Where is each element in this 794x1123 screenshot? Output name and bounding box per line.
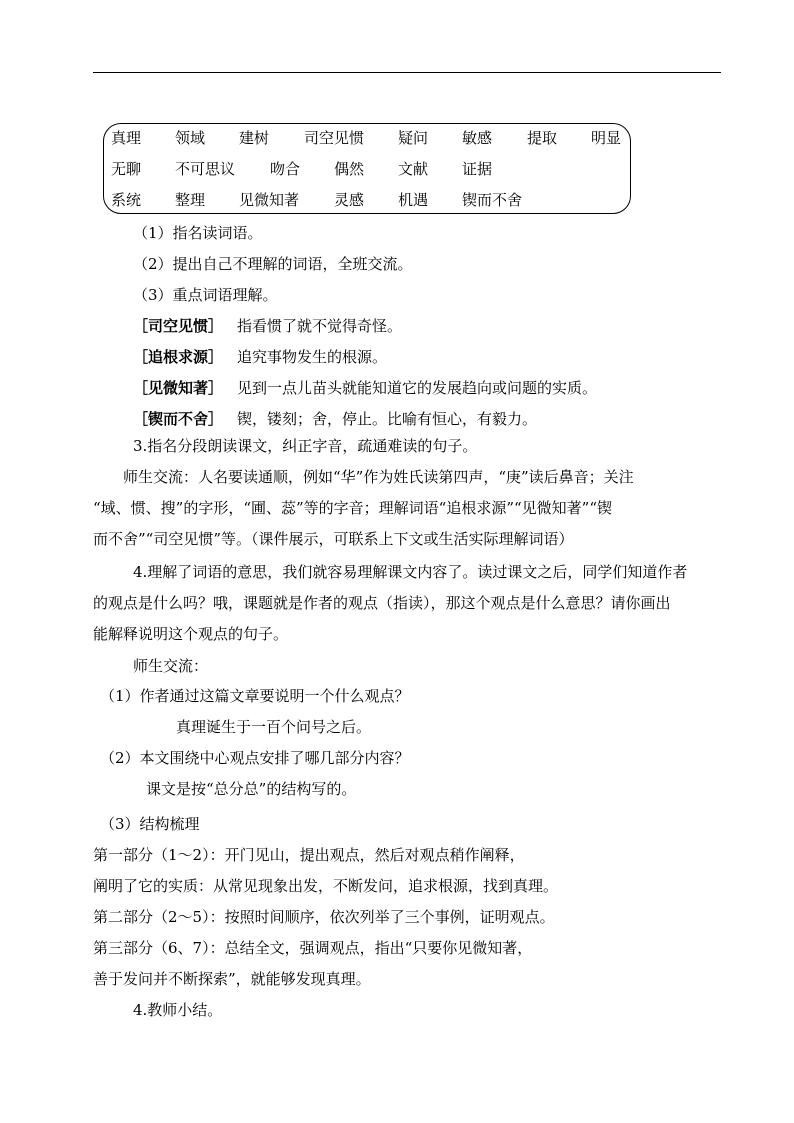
body-line: 第一部分（1～2）：开门见山，提出观点，然后对观点稍作阐释，: [93, 846, 525, 864]
vocab-word: 建树: [239, 129, 270, 147]
vocab-word: 整理: [175, 191, 206, 209]
term-definition: 追究事物发生的根源。: [237, 348, 388, 366]
term-label: ［锲而不舍］: [133, 410, 224, 428]
body-line: 而不舍”“司空见惯”等。（课件展示，可联系上下文或生活实际理解词语）: [93, 530, 574, 548]
vocab-word: 见微知著: [239, 191, 300, 209]
vocab-word: 提取: [527, 129, 558, 147]
term-item: [133, 347, 387, 367]
term-label: ［见微知著］: [133, 379, 224, 397]
term-definition: 指看惯了就不觉得奇怪。: [237, 317, 403, 335]
body-line: 3.指名分段朗读课文，纠正字音，疏通难读的句子。: [133, 437, 478, 455]
vocab-word: 领域: [175, 129, 206, 147]
body-line: 第二部分（2～5）：按照时间顺序，依次列举了三个事例，证明观点。: [93, 908, 555, 926]
vocab-word: 司空见惯: [304, 129, 365, 147]
step-line: （1）指名读词语。: [133, 224, 263, 242]
term-definition: 见到一点儿苗头就能知道它的发展趋向或问题的实质。: [237, 379, 598, 397]
step-line: （3）重点词语理解。: [133, 286, 278, 304]
question-line: （2）本文围绕中心观点安排了哪几部分内容？: [100, 749, 410, 767]
vocab-word: 疑问: [398, 129, 429, 147]
body-line: 师生交流：: [133, 657, 209, 675]
vocab-word: 敏感: [462, 129, 493, 147]
vocab-word: 真理: [111, 129, 142, 147]
body-line: 能解释说明这个观点的句子。: [93, 625, 289, 643]
vocab-word: 不可思议: [175, 160, 236, 178]
body-line: 4.教师小结。: [133, 1001, 223, 1019]
body-line: “域、惯、搜”的字形，“圃、蕊”等的字音；理解词语“追根求源”“见微知著”“锲: [93, 499, 613, 517]
vocab-word: 锲而不舍: [462, 191, 523, 209]
vocab-word: 偶然: [334, 160, 365, 178]
body-line: 阐明了它的实质：从常见现象出发，不断发问，追求根源，找到真理。: [93, 877, 559, 895]
header-rule: [93, 72, 721, 73]
term-label: ［追根求源］: [133, 348, 224, 366]
body-line: 善于发问并不断探索”，就能够发现真理。: [93, 970, 371, 988]
answer-line: 课文是按“总分总”的结构写的。: [146, 780, 357, 798]
term-item: [133, 409, 537, 429]
vocab-word: 机遇: [398, 191, 429, 209]
body-line: 4.理解了词语的意思，我们就容易理解课文内容了。读过课文之后，同学们知道作者: [133, 563, 688, 581]
body-line: 师生交流：人名要读通顺，例如“华”作为姓氏读第四声，“庚”读后鼻音；关注: [123, 468, 634, 486]
question-line: （1）作者通过这篇文章要说明一个什么观点？: [100, 687, 410, 705]
body-line: 的观点是什么吗？哦，课题就是作者的观点（指读），那这个观点是什么意思？请你画出: [93, 594, 671, 612]
vocab-word: 无聊: [111, 160, 142, 178]
vocab-word: 明显: [591, 129, 622, 147]
vocab-word: 灵感: [334, 191, 365, 209]
vocab-word: 系统: [111, 191, 142, 209]
answer-line: 真理诞生于一百个问号之后。: [176, 718, 372, 736]
question-line: （3）结构梳理: [100, 815, 200, 833]
term-definition: 锲，镂刻；舍，停止。比喻有恒心，有毅力。: [237, 410, 538, 428]
term-item: [133, 316, 402, 336]
body-line: 第三部分（6、7）：总结全文，强调观点，指出“只要你见微知著，: [93, 939, 533, 957]
term-item: [133, 378, 597, 398]
vocab-word: 证据: [462, 160, 493, 178]
step-line: （2）提出自己不理解的词语，全班交流。: [133, 255, 413, 273]
vocab-word: 吻合: [270, 160, 301, 178]
vocab-word: 文献: [398, 160, 429, 178]
term-label: ［司空见惯］: [133, 317, 224, 335]
